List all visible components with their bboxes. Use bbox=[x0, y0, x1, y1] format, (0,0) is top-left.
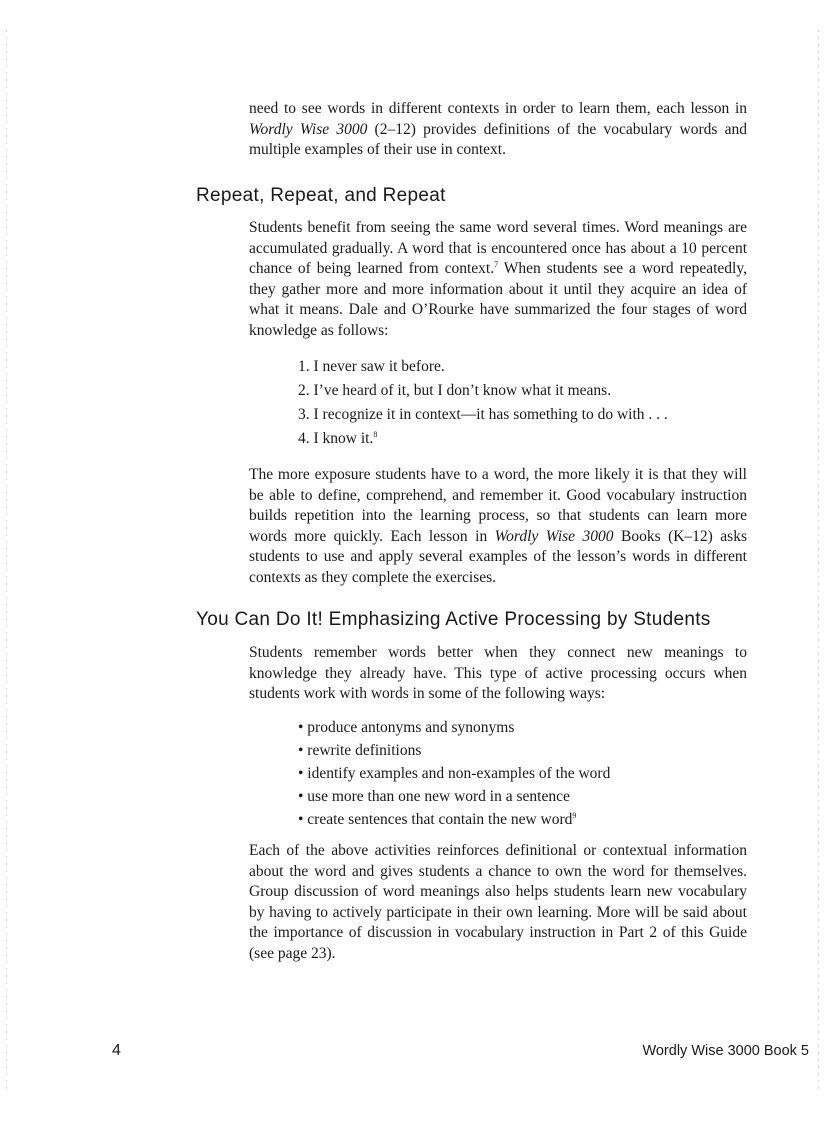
stage-item bbox=[298, 427, 668, 451]
page-number: 4 bbox=[112, 1042, 121, 1059]
active-paragraph-2: Each of the above activities reinforces definitional or contextual information about the word and gives students a chance to own the word for themselves. Group discussion of word meanings also helps students learn new vocabulary by having to actively participate in their own learning. More will be said about the importance of discussion in vocabulary instruction in Part 2 of this Guide (see page 23). bbox=[249, 842, 747, 962]
footnote-ref-7: 7 bbox=[494, 260, 499, 270]
repeat-text-2b: Books (K–12) asks students to use and apply several examples of the lesson’s words in different contexts as they complete the exercises. bbox=[249, 527, 747, 586]
bullet-item bbox=[298, 762, 610, 785]
stage-text: 1. I never saw it before. bbox=[298, 358, 445, 375]
scan-edge-right bbox=[818, 30, 819, 1090]
stage-item bbox=[298, 355, 668, 379]
stage-item bbox=[298, 379, 668, 403]
word-knowledge-stages bbox=[298, 355, 668, 451]
section-heading-repeat: Repeat, Repeat, and Repeat bbox=[196, 185, 446, 206]
bullet-text: • identify examples and non-examples of the word bbox=[298, 765, 611, 782]
bullet-text: • use more than one new word in a sentence bbox=[298, 788, 570, 805]
bullet-text: • rewrite definitions bbox=[298, 742, 422, 759]
intro-text-2: (2–12) provides definitions of the vocabulary words and multiple examples of their use in context. bbox=[249, 120, 747, 159]
repeat-book-title: Wordly Wise 3000 bbox=[494, 527, 614, 545]
stage-text: 4. I know it. bbox=[298, 430, 374, 447]
section-heading-active-processing: You Can Do It! Emphasizing Active Processing by Students bbox=[196, 609, 711, 630]
bullet-item bbox=[298, 785, 610, 808]
stage-item bbox=[298, 403, 668, 427]
active-paragraph-1: Students remember words better when they connect new meanings to knowledge they already have. This type of active processing occurs when students work with words in some of the following ways: bbox=[249, 644, 747, 703]
book-title-footer: Wordly Wise 3000 Book 5 bbox=[642, 1043, 809, 1059]
bullet-text: • create sentences that contain the new word bbox=[298, 811, 573, 828]
bullet-item bbox=[298, 739, 610, 762]
stage-text: 3. I recognize it in context—it has something to do with . . . bbox=[298, 406, 668, 423]
footnote-ref-9: 9 bbox=[572, 810, 577, 820]
scan-edge-left bbox=[6, 30, 7, 1090]
footnote-ref-8: 8 bbox=[373, 429, 378, 439]
stage-text: 2. I’ve heard of it, but I don’t know what it means. bbox=[298, 382, 612, 399]
bullet-text: • produce antonyms and synonyms bbox=[298, 719, 515, 736]
repeat-text-1b: When students see a word repeatedly, they gather more and more information about it until they acquire an idea of what it means. Dale and O’Rourke have summarized the four stages of word knowledge as follows: bbox=[249, 260, 747, 339]
intro-book-title: Wordly Wise 3000 bbox=[249, 120, 368, 138]
repeat-paragraph-2 bbox=[249, 465, 747, 589]
repeat-text-2a: The more exposure students have to a word, the more likely it is that they will be able to define, comprehend, and remember it. Good vocabulary instruction builds repetition into the learning process, so that students can learn more words more quickly. Each lesson in bbox=[249, 466, 747, 545]
bullet-item bbox=[298, 808, 610, 831]
intro-paragraph bbox=[249, 99, 747, 161]
active-processing-list bbox=[298, 716, 610, 831]
intro-text-1: need to see words in different contexts in order to learn them, each lesson in bbox=[249, 100, 747, 117]
repeat-text-1a: Students benefit from seeing the same word several times. Word meanings are accumulated gradually. A word that is encountered once has about a 10 percent chance of being learned from context. bbox=[249, 219, 747, 278]
repeat-paragraph-1 bbox=[249, 218, 747, 342]
bullet-item bbox=[298, 716, 610, 739]
